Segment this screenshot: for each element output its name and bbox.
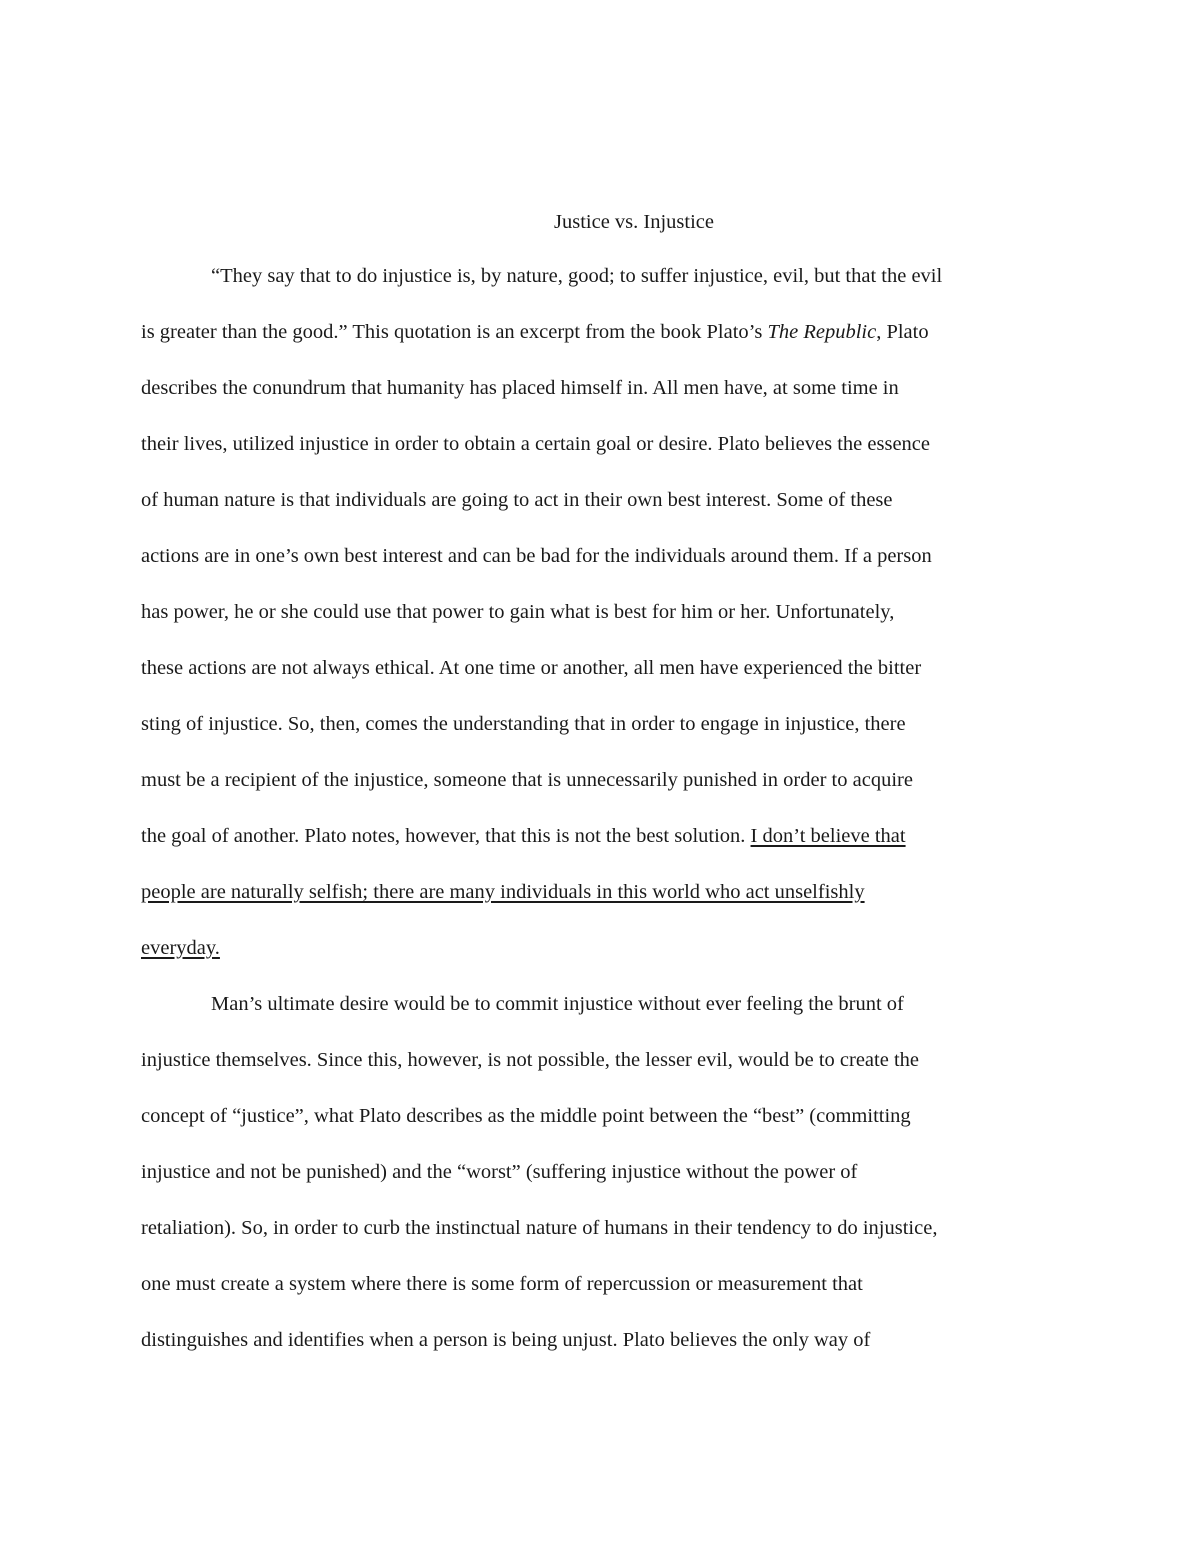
body-line (141, 819, 906, 853)
line-text: retaliation). So, in order to curb the instinctual nature of humans in their tendency to do injustice, (141, 1217, 938, 1239)
underlined-sentence: I don’t believe that (750, 825, 906, 847)
line-text: of human nature is that individuals are going to act in their own best interest. Some of these (141, 489, 893, 511)
document-title: Justice vs. Injustice (554, 211, 714, 233)
body-line (141, 1323, 870, 1357)
body-line (141, 875, 865, 909)
line-text: injustice themselves. Since this, however, is not possible, the lesser evil, would be to create the (141, 1049, 919, 1071)
body-line (141, 483, 893, 517)
line-text: one must create a system where there is some form of repercussion or measurement that (141, 1273, 863, 1295)
body-line (141, 1211, 937, 1245)
body-line (141, 595, 894, 629)
body-line (141, 315, 929, 349)
body-line (141, 651, 921, 685)
body-line (141, 1043, 919, 1077)
line-text: describes the conundrum that humanity has placed himself in. All men have, at some time in (141, 377, 899, 399)
line-text: concept of “justice”, what Plato describes as the middle point between the “best” (committing (141, 1105, 911, 1127)
line-text: is greater than the good.” This quotation is an excerpt from the book Plato’s (141, 321, 768, 343)
body-line (141, 1099, 911, 1133)
line-text: distinguishes and identifies when a person is being unjust. Plato believes the only way of (141, 1329, 871, 1351)
body-line (141, 763, 913, 797)
line-text: actions are in one’s own best interest and can be bad for the individuals around them. If a person (141, 545, 932, 567)
line-text: these actions are not always ethical. At one time or another, all men have experienced the bitter (141, 657, 922, 679)
body-line (211, 987, 904, 1021)
line-text: the goal of another. Plato notes, however, that this is not the best solution. (141, 825, 751, 847)
line-text: sting of injustice. So, then, comes the understanding that in order to engage in injustice, there (141, 713, 906, 735)
line-text: injustice and not be punished) and the “worst” (suffering injustice without the power of (141, 1161, 858, 1183)
line-text: , Plato (876, 321, 929, 343)
book-title-italic: The Republic (767, 321, 877, 343)
underlined-sentence: everyday. (141, 937, 220, 959)
line-text: has power, he or she could use that power to gain what is best for him or her. Unfortunately, (141, 601, 895, 623)
body-line (141, 427, 930, 461)
body-line (141, 1267, 863, 1301)
line-text: their lives, utilized injustice in order to obtain a certain goal or desire. Plato believes the essence (141, 433, 930, 455)
body-line (211, 259, 942, 293)
body-line (141, 539, 932, 573)
line-text: must be a recipient of the injustice, someone that is unnecessarily punished in order to acquire (141, 769, 913, 791)
body-line (141, 1155, 857, 1189)
body-line (141, 931, 220, 965)
underlined-sentence: people are naturally selfish; there are many individuals in this world who act unselfishly (141, 881, 865, 903)
line-text: “They say that to do injustice is, by nature, good; to suffer injustice, evil, but that the evil (211, 265, 943, 287)
line-text: Man’s ultimate desire would be to commit injustice without ever feeling the brunt of (211, 993, 904, 1015)
body-line (141, 371, 899, 405)
body-line (141, 707, 906, 741)
